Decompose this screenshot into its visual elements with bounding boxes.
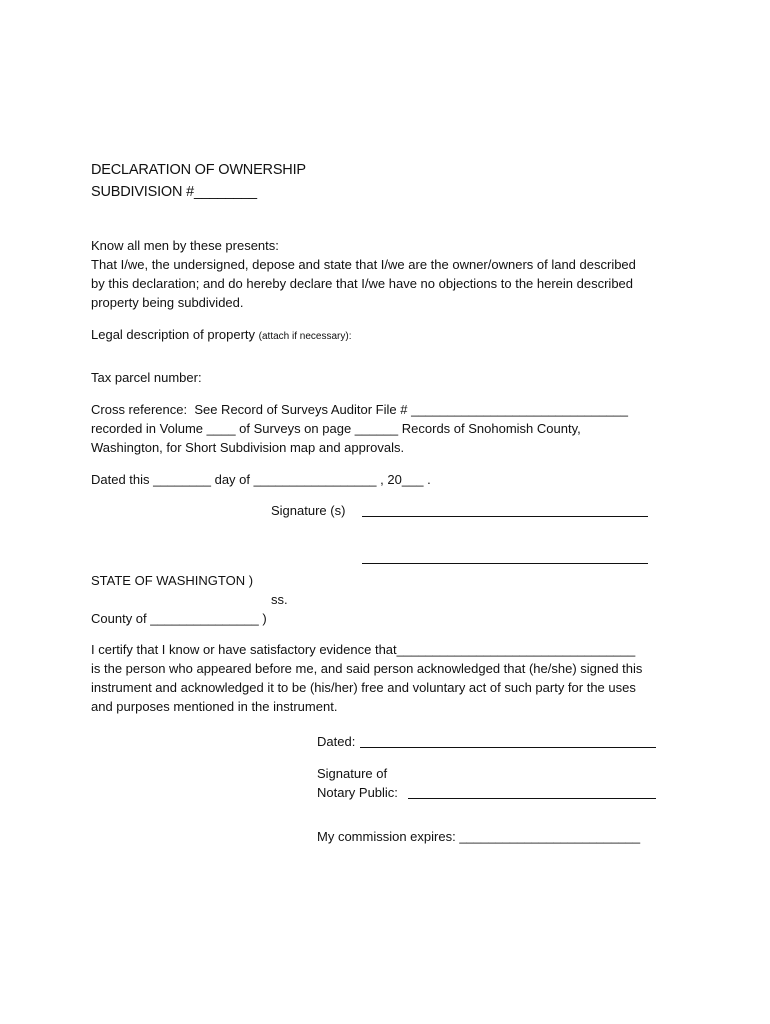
- notary-signature-label-2: Notary Public:: [317, 785, 402, 800]
- notary-signature-label-1: Signature of: [317, 766, 388, 781]
- state-of-washington: STATE OF WASHINGTON ): [91, 573, 254, 588]
- commission-expires-line: [317, 827, 640, 846]
- signature-line-2: [362, 563, 648, 564]
- legal-description-line: [91, 325, 351, 346]
- intro-line-2: That I/we, the undersigned, depose and state that I/we are the owner/owners of land described: [91, 257, 636, 272]
- certify-line-2: is the person who appeared before me, and said person acknowledged that (he/she) signed this: [91, 661, 643, 676]
- legal-description-label: Legal description of property: [91, 327, 259, 342]
- ss-label: ss.: [271, 592, 288, 607]
- commission-expires-label: My commission expires:: [317, 829, 460, 844]
- legal-description-note: (attach if necessary):: [258, 331, 352, 342]
- cross-reference-line-1: Cross reference: See Record of Surveys Auditor File # ______________________________: [91, 402, 628, 417]
- signature-line-1: [362, 516, 648, 517]
- notary-dated-line: [360, 747, 656, 748]
- intro-line-4: property being subdivided.: [91, 295, 244, 310]
- commission-expires-blank: _________________________: [459, 829, 641, 844]
- notary-dated-label: Dated:: [317, 734, 359, 749]
- document-title: DECLARATION OF OWNERSHIP: [91, 162, 306, 178]
- intro-line-3: by this declaration; and do hereby declare that I/we have no objections to the herein described: [91, 276, 634, 291]
- dated-line: Dated this ________ day of _________________ , 20___ .: [91, 472, 431, 487]
- tax-parcel-label: Tax parcel number:: [91, 370, 202, 385]
- subdivision-number: SUBDIVISION #________: [91, 184, 257, 200]
- certify-line-3: instrument and acknowledged it to be (his/her) free and voluntary act of such party for the uses: [91, 680, 636, 695]
- intro-line-1: Know all men by these presents:: [91, 238, 279, 253]
- notary-signature-line: [408, 798, 656, 799]
- county-line: County of _______________ ): [91, 611, 267, 626]
- cross-reference-line-2: recorded in Volume ____ of Surveys on page ______ Records of Snohomish County,: [91, 421, 581, 436]
- certify-line-4: and purposes mentioned in the instrument.: [91, 699, 338, 714]
- cross-reference-line-3: Washington, for Short Subdivision map and approvals.: [91, 440, 405, 455]
- certify-line-1: I certify that I know or have satisfactory evidence that_________________________________: [91, 642, 636, 657]
- signature-label: Signature (s): [271, 503, 346, 518]
